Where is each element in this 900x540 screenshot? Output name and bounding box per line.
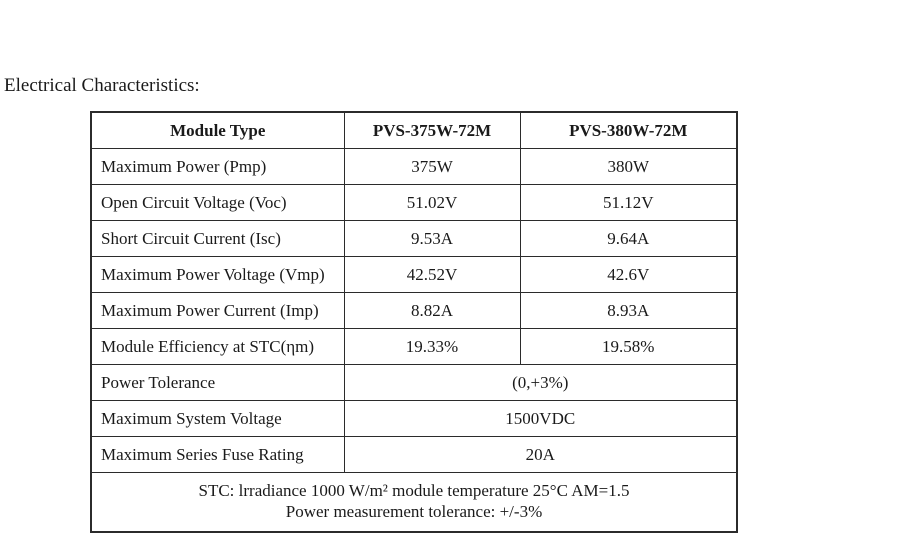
table-row bbox=[91, 185, 737, 221]
header-model-375w: PVS-375W-72M bbox=[344, 112, 520, 149]
shared-value: 1500VDC bbox=[344, 401, 737, 437]
table-row bbox=[91, 293, 737, 329]
stc-conditions-text: STC: lrradiance 1000 W/m² module temperature 25°C AM=1.5 bbox=[198, 481, 630, 500]
value-375w: 8.82A bbox=[344, 293, 520, 329]
row-label: Open Circuit Voltage (Voc) bbox=[91, 185, 344, 221]
table-header-row bbox=[91, 112, 737, 149]
value-375w: 51.02V bbox=[344, 185, 520, 221]
value-380w: 19.58% bbox=[520, 329, 737, 365]
header-model-380w: PVS-380W-72M bbox=[520, 112, 737, 149]
row-label: Power Tolerance bbox=[91, 365, 344, 401]
table-row bbox=[91, 221, 737, 257]
row-label: Maximum System Voltage bbox=[91, 401, 344, 437]
value-375w: 42.52V bbox=[344, 257, 520, 293]
header-module-type: Module Type bbox=[91, 112, 344, 149]
measurement-tolerance-text: Power measurement tolerance: +/-3% bbox=[285, 502, 543, 521]
value-380w: 9.64A bbox=[520, 221, 737, 257]
shared-value: 20A bbox=[344, 437, 737, 473]
row-label: Short Circuit Current (Isc) bbox=[91, 221, 344, 257]
row-label: Maximum Power Current (Imp) bbox=[91, 293, 344, 329]
electrical-characteristics-table bbox=[90, 111, 738, 533]
value-380w: 380W bbox=[520, 149, 737, 185]
section-heading: Electrical Characteristics: bbox=[4, 75, 200, 96]
value-375w: 9.53A bbox=[344, 221, 520, 257]
row-label: Maximum Power (Pmp) bbox=[91, 149, 344, 185]
table-row bbox=[91, 257, 737, 293]
table-row-merged bbox=[91, 437, 737, 473]
row-label: Maximum Series Fuse Rating bbox=[91, 437, 344, 473]
value-375w: 375W bbox=[344, 149, 520, 185]
table-row-merged bbox=[91, 401, 737, 437]
table-row-merged bbox=[91, 365, 737, 401]
stc-note bbox=[91, 473, 737, 533]
row-label: Module Efficiency at STC(ηm) bbox=[91, 329, 344, 365]
value-380w: 51.12V bbox=[520, 185, 737, 221]
shared-value: (0,+3%) bbox=[344, 365, 737, 401]
table-row bbox=[91, 329, 737, 365]
row-label: Maximum Power Voltage (Vmp) bbox=[91, 257, 344, 293]
table-note-row bbox=[91, 473, 737, 533]
table-row bbox=[91, 149, 737, 185]
value-380w: 42.6V bbox=[520, 257, 737, 293]
value-380w: 8.93A bbox=[520, 293, 737, 329]
value-375w: 19.33% bbox=[344, 329, 520, 365]
